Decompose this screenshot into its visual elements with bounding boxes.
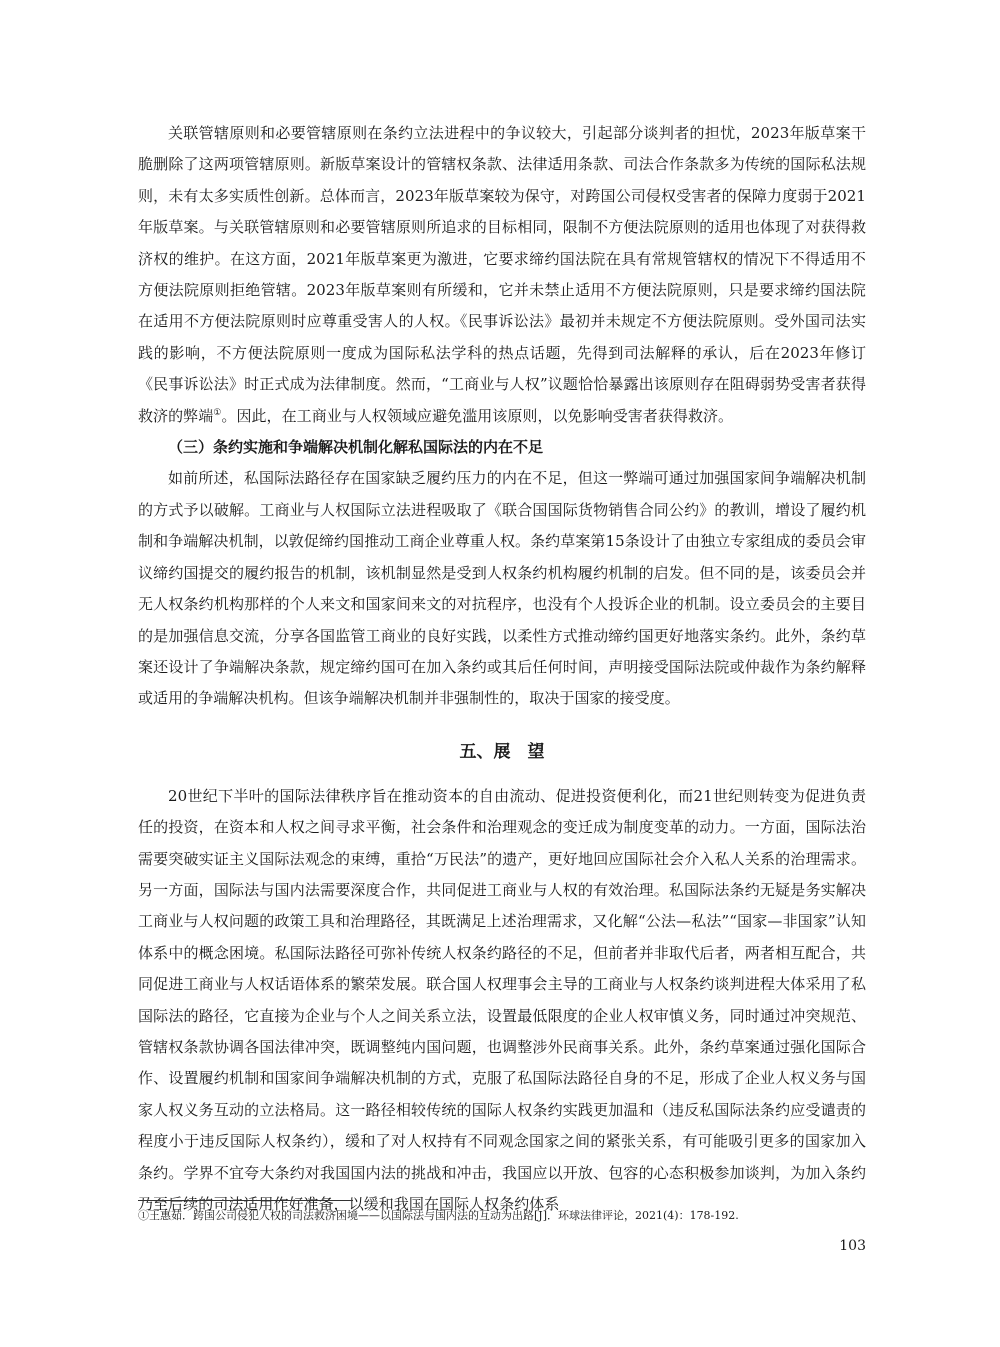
page-number: 103 [839, 1238, 866, 1254]
footnote-divider [138, 1200, 353, 1201]
page-body [138, 118, 866, 1220]
footnote-ref[interactable]: ① [213, 407, 222, 418]
footnote: ①王惠茹．跨国公司侵犯人权的司法救济困境——以国际法与国内法的互动为出路[J]．环球法律评论，2021(4)：178-192. [138, 1209, 739, 1222]
paragraph-text-end: 。因此，在工商业与人权领域应避免滥用该原则，以免影响受害者获得救济。 [221, 406, 734, 425]
section-heading-outlook: 五、展 望 [459, 741, 545, 762]
paragraph-outlook: 20世纪下半叶的国际法律秩序旨在推动资本的自由流动、促进投资便利化，而21世纪则转变为促进负责任的投资，在资本和人权之间寻求平衡，社会条件和治理观念的变迁成为制度变革的动力。一方面，国际法治需要突破实证主义国际法观念的束缚，重拾“万民法”的遗产，更好地回应国际社会介入私人关系的治理需求。另一方面，国际法与国内法需要深度合作，共同促进工商业与人权的有效治理。私国际法条约无疑是务实解决工商业与人权问题的政策工具和治理路径，其既满足上述治理需求，又化解“公法—私法”“国家—非国家”认知体系中的概念困境。私国际法路径可弥补传统人权条约路径的不足，但前者并非取代后者，两者相互配合，共同促进工商业与人权话语体系的繁荣发展。联合国人权理事会主导的工商业与人权条约谈判进程大体采用了私国际法的路径，它直接为企业与个人之间关系立法，设置最低限度的企业人权审慎义务，同时通过冲突规范、管辖权条款协调各国法律冲突，既调整纯内国问题，也调整涉外民商事关系。此外，条约草案通过强化国际合作、设置履约机制和国家间争端解决机制的方式，克服了私国际法路径自身的不足，形成了企业人权义务与国家人权义务互动的立法格局。这一路径相较传统的国际人权条约实践更加温和（违反私国际法条约应受谴责的程度小于违反国际人权条约），缓和了对人权持有不同观念国家之间的紧张关系，有可能吸引更多的国家加入条约。学界不宜夸大条约对我国国内法的挑战和冲击，我国应以开放、包容的心态积极参加谈判，为加入条约乃至后续的司法适用作好准备，以缓和我国在国际人权条约体系 [138, 786, 866, 1213]
paragraph-jurisdiction [138, 118, 866, 432]
subheading-treaty-implementation: （三）条约实施和争端解决机制化解私国际法的内在不足 [168, 438, 544, 457]
paragraph-dispute-settlement: 如前所述，私国际法路径存在国家缺乏履约压力的内在不足，但这一弊端可通过加强国家间争端解决机制的方式予以破解。工商业与人权国际立法进程吸取了《联合国国际货物销售合同公约》的教训，增设了履约机制和争端解决机制，以敦促缔约国推动工商企业尊重人权。条约草案第15条设计了由独立专家组成的委员会审议缔约国提交的履约报告的机制，该机制显然是受到人权条约机构履约机制的启发。但不同的是，该委员会并无人权条约机构那样的个人来文和国家间来文的对抗程序，也没有个人投诉企业的机制。设立委员会的主要目的是加强信息交流，分享各国监管工商业的良好实践，以柔性方式推动缔约国更好地落实条约。此外，条约草案还设计了争端解决条款，规定缔约国可在加入条约或其后任何时间，声明接受国际法院或仲裁作为条约解释或适用的争端解决机构。但该争端解决机制并非强制性的，取决于国家的接受度。 [138, 469, 866, 708]
paragraph-text: 关联管辖原则和必要管辖原则在条约立法进程中的争议较大，引起部分谈判者的担忧，2023年版草案干脆删除了这两项管辖原则。新版草案设计的管辖权条款、法律适用条款、司法合作条款多为传统的国际私法规则，未有太多实质性创新。总体而言，2023年版草案较为保守，对跨国公司侵权受害者的保障力度弱于2021年版草案。与关联管辖原则和必要管辖原则所追求的目标相同，限制不方便法院原则的适用也体现了对获得救济权的维护。在这方面，2021年版草案更为激进，它要求缔约国法院在具有常规管辖权的情况下不得适用不方便法院原则拒绝管辖。2023年版草案则有所缓和，它并未禁止适用不方便法院原则，只是要求缔约国法院在适用不方便法院原则时应尊重受害人的人权。《民事诉讼法》最初并未规定不方便法院原则。受外国司法实践的影响，不方便法院原则一度成为国际私法学科的热点话题，先得到司法解释的承认，后在2023年修订《民事诉讼法》时正式成为法律制度。然而，“工商业与人权”议题恰恰暴露出该原则存在阻碍弱势受害者获得救济的弊端 [138, 124, 866, 425]
